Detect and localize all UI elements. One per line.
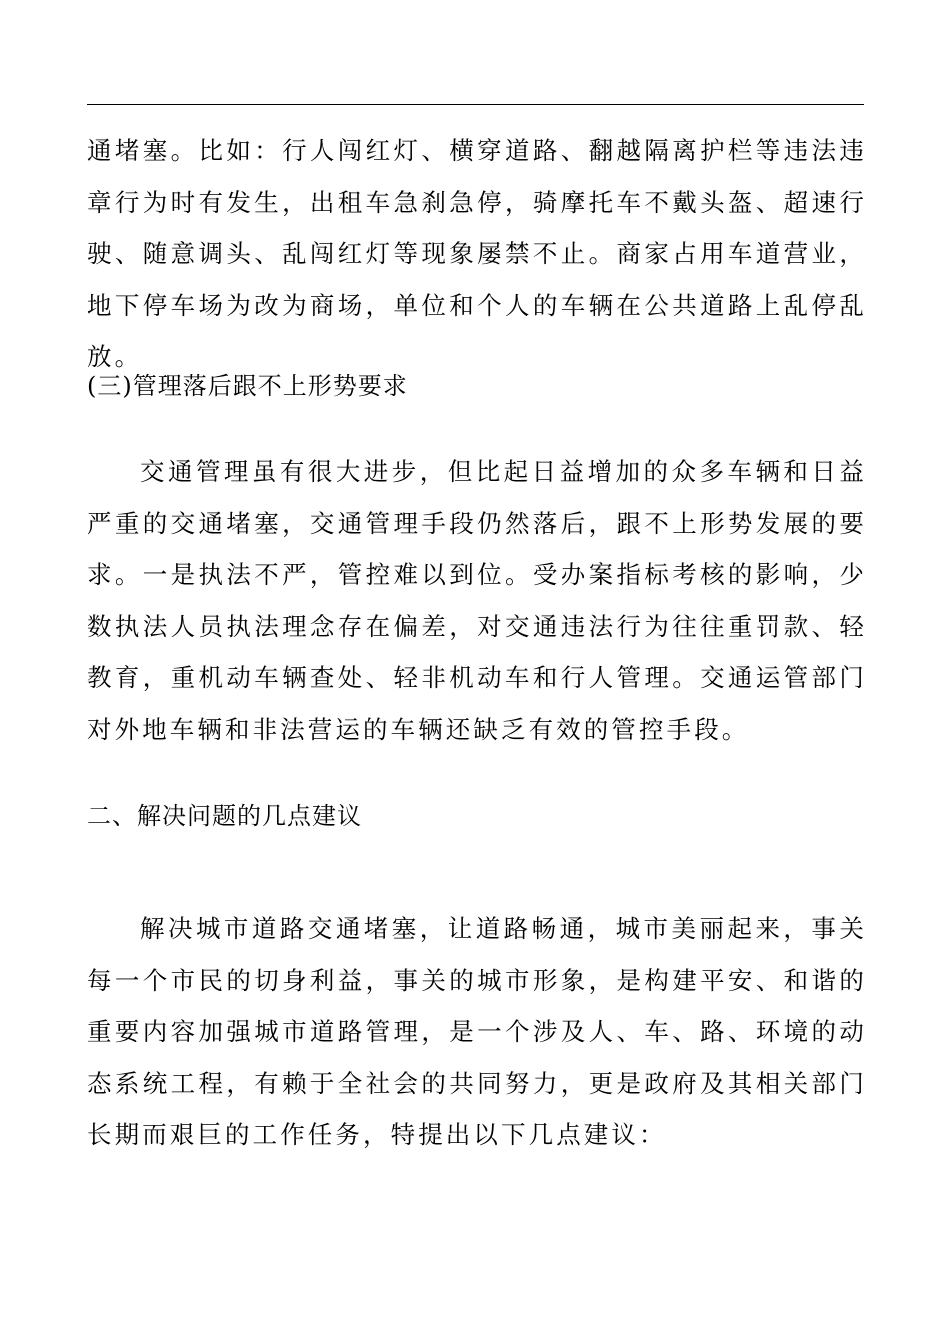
paragraph-solutions-intro: 解决城市道路交通堵塞，让道路畅通，城市美丽起来，事关每一个市民的切身利益，事关的城市形象，是构建平安、和谐的重要内容加强城市道路管理，是一个涉及人、车、路、环境的动态系统工程，有赖于全社会的共同努力，更是政府及其相关部门长期而艰巨的工作任务，特提出以下几点建议： [87,914,867,1149]
section-heading-suggestions: 二、解决问题的几点建议 [87,802,362,830]
paragraph-traffic-violations: 通堵塞。比如：行人闯红灯、横穿道路、翻越隔离护栏等违法违章行为时有发生，出租车急刹急停，骑摩托车不戴头盔、超速行驶、随意调头、乱闯红灯等现象屡禁不止。商家占用车道营业，地下停车场为改为商场，单位和个人的车辆在公共道路上乱停乱放。 [87,136,867,371]
header-rule [87,104,864,105]
paragraph-management-backward: 交通管理虽有很大进步，但比起日益增加的众多车辆和日益严重的交通堵塞，交通管理手段仍然落后，跟不上形势发展的要求。一是执法不严，管控难以到位。受办案指标考核的影响，少数执法人员执法理念存在偏差，对交通违法行为往往重罚款、轻教育，重机动车辆查处、轻非机动车和行人管理。交通运管部门对外地车辆和非法营运的车辆还缺乏有效的管控手段。 [87,457,867,744]
subheading-management-lag: (三)管理落后跟不上形势要求 [87,372,408,400]
